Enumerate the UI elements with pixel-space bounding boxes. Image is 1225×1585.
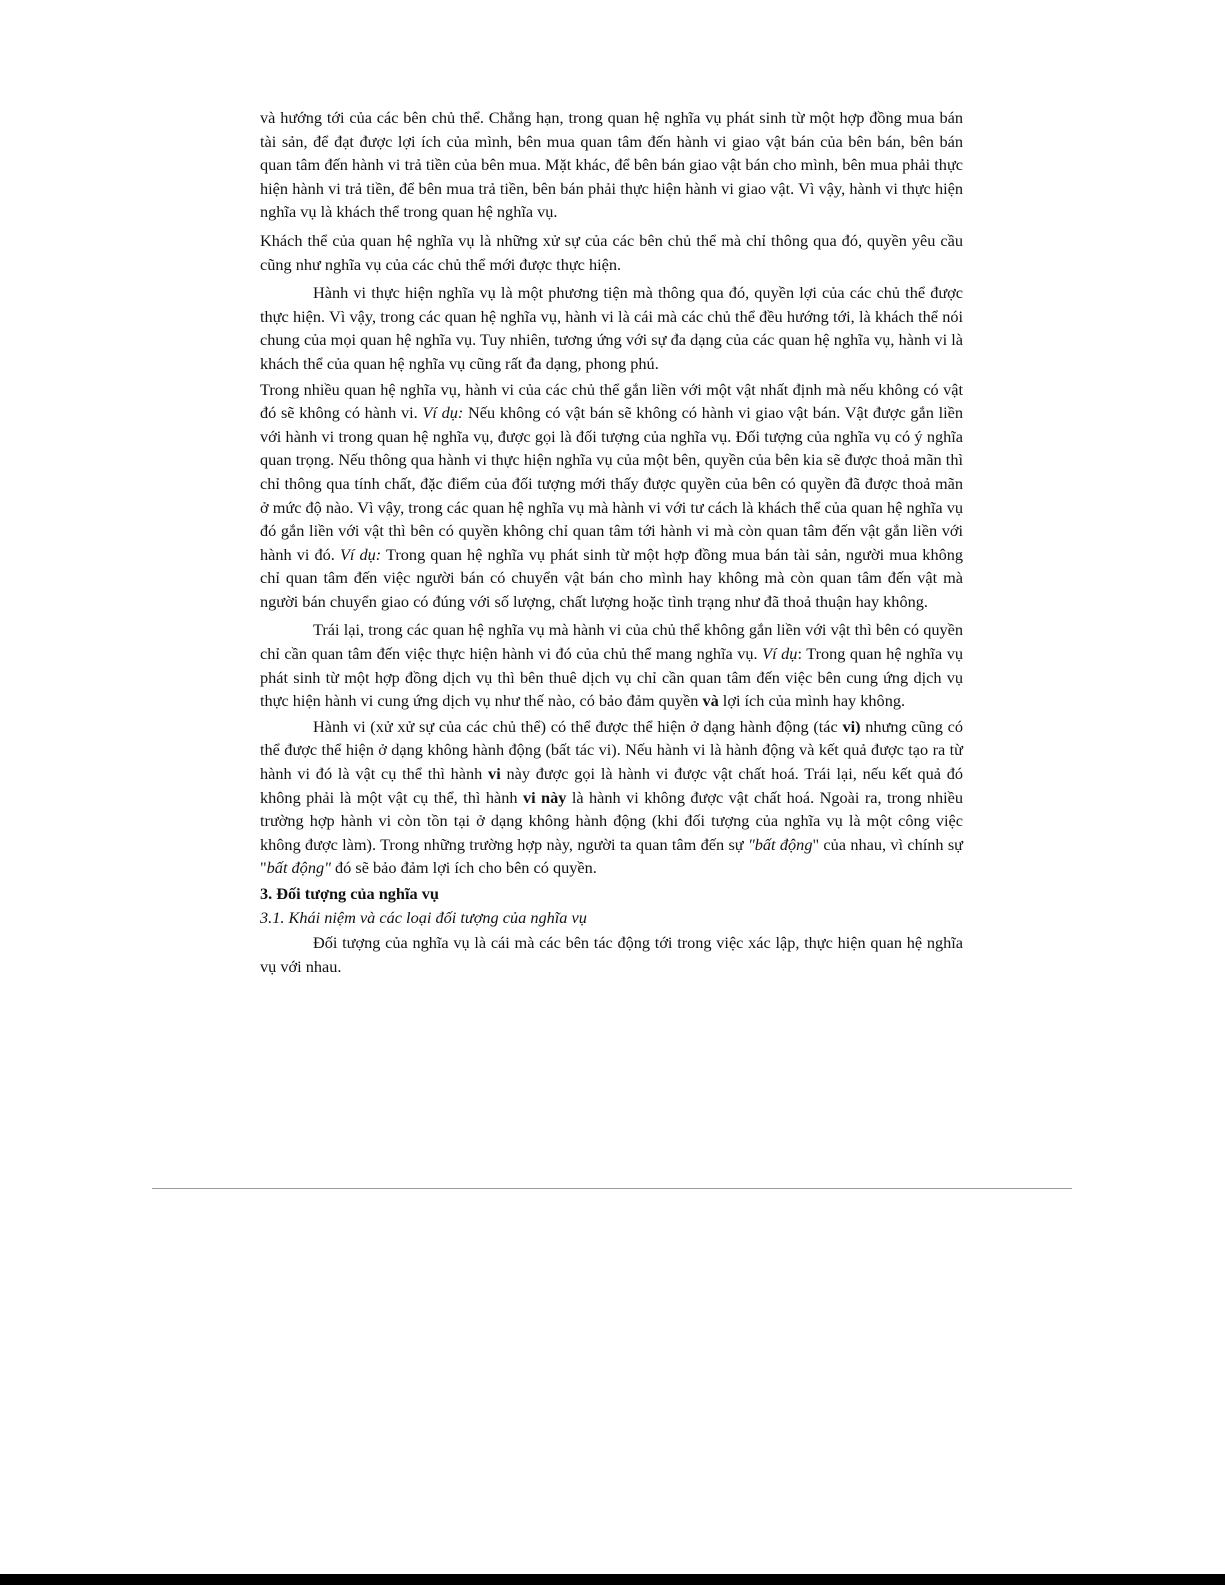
paragraph-6-text-2: nhưng cũng có thể được thể hiện ở dạng không hành động (bất tác vi). Nếu hành vi là hành động và kết quả được tạo ra từ hành vi đó là vật cụ thể thì hành — [260, 716, 963, 784]
paragraph-4-text-2: Nếu không có vật bán sẽ không có hành vi giao vật bán. Vật được gắn liền với hành vi trong quan hệ nghĩa vụ, được gọi là đối tượng của nghĩa vụ. Đối tượng của nghĩa vụ có ý nghĩa quan trọng. Nếu thông qua hành vi thực hiện nghĩa vụ của một bên, quyền của bên kia sẽ được thoả mãn thì chỉ thông qua tính chất, đặc điểm của đối tượng mới thấy được quyền của bên có quyền đã được thoả mãn ở mức độ nào. Vì vậy, trong các quan hệ nghĩa vụ mà hành vi với tư cách là khách thể của quan hệ nghĩa vụ đó gắn liền với vật thì bên có quyền không chỉ quan tâm tới hành vi mà còn quan tâm đến vật gắn liền với hành vi đó. — [260, 403, 964, 564]
paragraph-6-text-3: này được gọi là hành vi được vật chất hoá. Trái lại, nếu kết quả đó không phải là một vật cụ thể, thì hành — [260, 764, 963, 807]
paragraph-6-italic-1: "bất động — [747, 834, 813, 854]
paragraph-4 — [260, 378, 963, 614]
paragraph-7: Đối tượng của nghĩa vụ là cái mà các bên tác động tới trong việc xác lập, thực hiện quan hệ nghĩa vụ với nhau. — [260, 933, 963, 976]
paragraph-4-example-label-2: Ví dụ: — [339, 544, 382, 564]
section-heading: 3. Đối tượng của nghĩa vụ — [260, 884, 439, 903]
paragraph-1: và hướng tới của các bên chủ thể. Chẳng hạn, trong quan hệ nghĩa vụ phát sinh từ một hợp đồng mua bán tài sản, để đạt được lợi ích của mình, bên mua quan tâm đến hành vi giao vật bán của bên bán, bên bán quan tâm đến hành vi trả tiền của bên mua. Mặt khác, để bên bán giao vật bán cho mình, bên mua phải thực hiện hành vi trả tiền, để bên mua trả tiền, bên bán phải thực hiện hành vi giao vật. Vì vậy, hành vi thực hiện nghĩa vụ là khách thể trong quan hệ nghĩa vụ. — [260, 108, 963, 222]
paragraph-4-text-3: Trong quan hệ nghĩa vụ phát sinh từ một hợp đồng mua bán tài sản, người mua không chỉ quan tâm đến việc người bán có chuyển vật bán cho mình hay không mà còn quan tâm đến vật mà người bán chuyển giao có đúng với số lượng, chất lượng hoặc tình trạng như đã thoả thuận hay không. — [260, 544, 964, 611]
paragraph-6-italic-2: bất động" — [266, 858, 331, 878]
paragraph-6 — [260, 715, 963, 880]
paragraph-2: Khách thể của quan hệ nghĩa vụ là những xử sự của các bên chủ thể mà chỉ thông qua đó, quyền yêu cầu cũng như nghĩa vụ của các chủ thể mới được thực hiện. — [260, 230, 963, 274]
paragraph-4-example-label-1: Ví dụ: — [422, 403, 464, 423]
paragraph-6-text-1: Hành vi (xử xử sự của các chủ thể) có thể được thể hiện ở dạng hành động (tác — [313, 716, 843, 736]
paragraph-4-text-1: Trong nhiều quan hệ nghĩa vụ, hành vi của các chủ thể gắn liền với một vật nhất định mà nếu không có vật đó sẽ không có hành vi. — [260, 379, 963, 423]
paragraph-6-text-6: đó sẽ bảo đảm lợi ích cho bên có quyền. — [330, 858, 597, 878]
bottom-bar — [0, 1574, 1225, 1585]
paragraph-5-text-1: Trái lại, trong các quan hệ nghĩa vụ mà hành vi của chủ thể không gắn liền với vật thì bên có quyền chỉ cần quan tâm đến việc thực hiện hành vi đó của chủ thể mang nghĩa vụ. — [260, 620, 963, 664]
paragraph-6-bold-2: vi — [488, 764, 501, 784]
paragraph-5-example-label: Ví dụ — [762, 644, 798, 664]
paragraph-6-bold-3: vi này — [522, 787, 567, 807]
document-page — [260, 106, 963, 983]
paragraph-5-bold-word: và — [702, 691, 719, 711]
subsection-heading: 3.1. Khái niệm và các loại đối tượng của nghĩa vụ — [260, 907, 587, 927]
paragraph-5-text-2: : Trong quan hệ nghĩa vụ phát sinh từ một hợp đồng dịch vụ thì bên thuê dịch vụ chỉ cần quan tâm đến việc bên cung ứng dịch vụ thực hiện hành vi cung ứng dịch vụ như thế nào, có bảo đảm quyền — [260, 644, 963, 711]
paragraph-6-text-5: " của nhau, vì chính sự " — [260, 834, 964, 878]
page-divider — [152, 1188, 1072, 1189]
paragraph-5 — [260, 618, 963, 712]
paragraph-3: Hành vi thực hiện nghĩa vụ là một phương tiện mà thông qua đó, quyền lợi của các chủ thể được thực hiện. Vì vậy, trong các quan hệ nghĩa vụ, hành vi là cái mà các chủ thể đều hướng tới, là khách thể nói chung của mọi quan hệ nghĩa vụ. Tuy nhiên, tương ứng với sự đa dạng của các quan hệ nghĩa vụ, hành vi là khách thể của quan hệ nghĩa vụ cũng rất đa dạng, phong phú. — [260, 283, 963, 373]
paragraph-6-text-4: là hành vi không được vật chất hoá. Ngoài ra, trong nhiều trường hợp hành vi còn tồn tại ở dạng không hành động (khi đối tượng của nghĩa vụ là một công việc không được làm). Trong những trường hợp này, người ta quan tâm đến sự — [260, 787, 964, 854]
paragraph-6-bold-1: vi) — [842, 716, 861, 736]
paragraph-5-text-3: lợi ích của mình hay không. — [718, 691, 906, 711]
